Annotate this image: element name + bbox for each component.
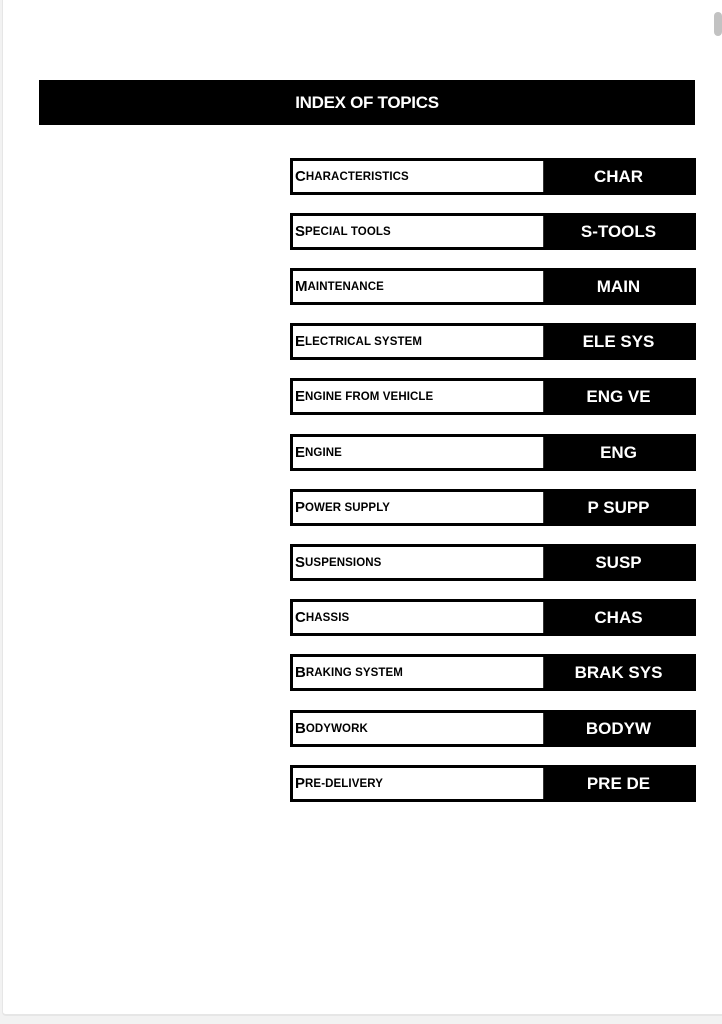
topic-name	[293, 437, 543, 468]
topic-link-engine[interactable]	[290, 434, 696, 471]
topic-initial: B	[295, 720, 306, 737]
topic-rest: RE-DELIVERY	[305, 777, 384, 790]
topic-link-engine-from-vehicle[interactable]	[290, 378, 696, 415]
topic-name	[293, 768, 543, 799]
topic-initial: S	[295, 223, 306, 240]
document-page	[2, 0, 722, 1016]
topic-rest: USPENSIONS	[305, 556, 382, 569]
topic-initial: E	[295, 388, 306, 405]
topic-initial: B	[295, 664, 306, 681]
topic-rest: ODYWORK	[305, 722, 368, 735]
topic-initial: E	[295, 333, 306, 350]
topic-code: BODYW	[543, 713, 693, 744]
topic-link-special-tools[interactable]	[290, 213, 696, 250]
topic-link-characteristics[interactable]	[290, 158, 696, 195]
topic-rest: HASSIS	[305, 611, 350, 624]
topic-name	[293, 657, 543, 688]
topic-name	[293, 547, 543, 578]
topic-initial: C	[295, 609, 306, 626]
topic-rest: RAKING SYSTEM	[305, 666, 403, 679]
scrollbar-thumb[interactable]	[714, 12, 722, 36]
topic-initial: E	[295, 444, 306, 461]
topic-code: CHAR	[543, 161, 693, 192]
topic-code: MAIN	[543, 271, 693, 302]
topic-code: ELE SYS	[543, 326, 693, 357]
topic-name	[293, 602, 543, 633]
topic-initial: P	[295, 499, 306, 516]
topic-rest: OWER SUPPLY	[305, 501, 391, 514]
topic-initial: M	[295, 278, 308, 295]
topic-link-bodywork[interactable]	[290, 710, 696, 747]
topic-code: BRAK SYS	[543, 657, 693, 688]
topic-name	[293, 492, 543, 523]
topic-link-maintenance[interactable]	[290, 268, 696, 305]
topic-rest: AINTENANCE	[307, 280, 384, 293]
topic-code: CHAS	[543, 602, 693, 633]
topic-name	[293, 326, 543, 357]
topic-link-suspensions[interactable]	[290, 544, 696, 581]
topic-rest: NGINE	[305, 446, 342, 459]
index-title-bar	[39, 80, 695, 125]
topic-link-chassis[interactable]	[290, 599, 696, 636]
topic-name	[293, 271, 543, 302]
topic-code: P SUPP	[543, 492, 693, 523]
topic-link-pre-delivery[interactable]	[290, 765, 696, 802]
topic-initial: S	[295, 554, 306, 571]
topic-code: ENG	[543, 437, 693, 468]
topic-initial: C	[295, 168, 306, 185]
topic-initial: P	[295, 775, 306, 792]
topic-name	[293, 216, 543, 247]
topic-rest: HARACTERISTICS	[305, 170, 409, 183]
topic-code: PRE DE	[543, 768, 693, 799]
topic-rest: LECTRICAL SYSTEM	[305, 335, 423, 348]
topic-rest: NGINE FROM VEHICLE	[305, 390, 434, 403]
topic-code: ENG VE	[543, 381, 693, 412]
topic-rest: PECIAL TOOLS	[305, 225, 391, 238]
topic-name	[293, 381, 543, 412]
topic-link-braking-system[interactable]	[290, 654, 696, 691]
page-title: INDEX OF TOPICS	[295, 92, 439, 112]
topic-code: SUSP	[543, 547, 693, 578]
topic-name	[293, 161, 543, 192]
topic-code: S-TOOLS	[543, 216, 693, 247]
topic-link-power-supply[interactable]	[290, 489, 696, 526]
topic-name	[293, 713, 543, 744]
topic-link-electrical-system[interactable]	[290, 323, 696, 360]
